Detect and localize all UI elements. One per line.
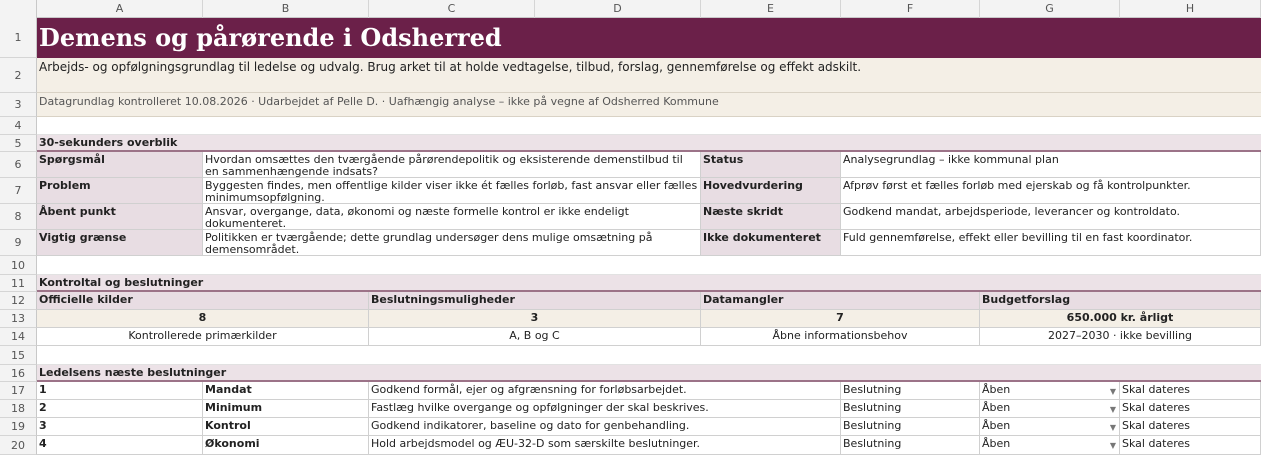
column-header-b[interactable]: B: [203, 0, 369, 18]
overview-label[interactable]: Næste skridt: [701, 204, 841, 230]
decision-description[interactable]: Godkend formål, ejer og afgrænsning for forløbsarbejdet.: [369, 382, 841, 400]
decision-status-dropdown[interactable]: Åben ▼: [980, 400, 1120, 418]
row-header[interactable]: 8: [0, 204, 37, 230]
kpi-caption[interactable]: 2027–2030 · ikke bevilling: [980, 328, 1261, 346]
overview-label[interactable]: Åbent punkt: [37, 204, 203, 230]
kpi-value[interactable]: 3: [369, 310, 701, 328]
decision-topic[interactable]: Kontrol: [203, 418, 369, 436]
overview-heading[interactable]: 30-sekunders overblik: [37, 135, 1261, 152]
row-header[interactable]: 18: [0, 400, 37, 418]
overview-label[interactable]: Status: [701, 152, 841, 178]
subtitle-cell[interactable]: Arbejds- og opfølgningsgrundlag til ledelse og udvalg. Brug arket til at holde vedtagelse, tilbud, forslag, gennemførelse og effekt adskilt.: [37, 58, 1261, 93]
decision-topic[interactable]: Økonomi: [203, 436, 369, 455]
kpi-value[interactable]: 7: [701, 310, 980, 328]
column-header-g[interactable]: G: [980, 0, 1120, 18]
column-header-bar: [0, 0, 1261, 18]
kpi-label[interactable]: Beslutningsmuligheder: [369, 292, 701, 310]
meta-cell[interactable]: Datagrundlag kontrolleret 10.08.2026 · Udarbejdet af Pelle D. · Uafhængig analyse – ikke på vegne af Odsherred Kommune: [37, 93, 1261, 117]
row-header[interactable]: 13: [0, 310, 37, 328]
decision-number[interactable]: 2: [37, 400, 203, 418]
overview-text[interactable]: Ansvar, overgange, data, økonomi og næste formelle kontrol er ikke endeligt dokumenteret.: [203, 204, 701, 230]
column-header-c[interactable]: C: [369, 0, 535, 18]
kpi-heading[interactable]: Kontroltal og beslutninger: [37, 275, 1261, 292]
overview-text[interactable]: Politikken er tværgående; dette grundlag undersøger dens mulige omsætning på demensområdet.: [203, 230, 701, 256]
overview-text[interactable]: Byggesten findes, men offentlige kilder viser ikke ét fælles forløb, fast ansvar eller fælles minimumsopfølgning.: [203, 178, 701, 204]
row-header[interactable]: 3: [0, 93, 37, 117]
decision-number[interactable]: 1: [37, 382, 203, 400]
column-header-f[interactable]: F: [841, 0, 980, 18]
decision-date[interactable]: Skal dateres: [1120, 418, 1261, 436]
overview-text[interactable]: Fuld gennemførelse, effekt eller bevilling til en fast koordinator.: [841, 230, 1261, 256]
decision-date[interactable]: Skal dateres: [1120, 382, 1261, 400]
column-header-d[interactable]: D: [535, 0, 701, 18]
row-header[interactable]: 15: [0, 346, 37, 365]
row-header[interactable]: 16: [0, 365, 37, 382]
empty-row[interactable]: [37, 117, 1261, 135]
row-header[interactable]: 11: [0, 275, 37, 292]
decision-description[interactable]: Fastlæg hvilke overgange og opfølgninger der skal beskrives.: [369, 400, 841, 418]
row-header[interactable]: 5: [0, 135, 37, 152]
decision-status-dropdown[interactable]: Åben ▼: [980, 382, 1120, 400]
row-header[interactable]: 10: [0, 256, 37, 275]
row-header[interactable]: 14: [0, 328, 37, 346]
decision-topic[interactable]: Minimum: [203, 400, 369, 418]
kpi-label[interactable]: Officielle kilder: [37, 292, 369, 310]
kpi-caption[interactable]: Åbne informationsbehov: [701, 328, 980, 346]
decision-status-dropdown[interactable]: Åben ▼: [980, 436, 1120, 455]
decision-type[interactable]: Beslutning: [841, 400, 980, 418]
overview-text[interactable]: Analysegrundlag – ikke kommunal plan: [841, 152, 1261, 178]
overview-label[interactable]: Spørgsmål: [37, 152, 203, 178]
kpi-label[interactable]: Datamangler: [701, 292, 980, 310]
row-header[interactable]: 9: [0, 230, 37, 256]
column-header-a[interactable]: A: [37, 0, 203, 18]
overview-label[interactable]: Ikke dokumenteret: [701, 230, 841, 256]
empty-row[interactable]: [37, 256, 1261, 275]
kpi-value[interactable]: 8: [37, 310, 369, 328]
decision-topic[interactable]: Mandat: [203, 382, 369, 400]
overview-text[interactable]: Godkend mandat, arbejdsperiode, leverancer og kontroldato.: [841, 204, 1261, 230]
select-all-corner[interactable]: [0, 0, 37, 18]
decision-date[interactable]: Skal dateres: [1120, 400, 1261, 418]
row-header[interactable]: 20: [0, 436, 37, 455]
decision-status-dropdown[interactable]: Åben ▼: [980, 418, 1120, 436]
row-header[interactable]: 1: [0, 18, 37, 58]
row-header[interactable]: 6: [0, 152, 37, 178]
decision-type[interactable]: Beslutning: [841, 418, 980, 436]
overview-label[interactable]: Hovedvurdering: [701, 178, 841, 204]
row-header[interactable]: 17: [0, 382, 37, 400]
page-title[interactable]: Demens og pårørende i Odsherred: [37, 18, 1261, 58]
overview-text[interactable]: Afprøv først et fælles forløb med ejerskab og få kontrolpunkter.: [841, 178, 1261, 204]
overview-label[interactable]: Problem: [37, 178, 203, 204]
decision-number[interactable]: 3: [37, 418, 203, 436]
row-header[interactable]: 4: [0, 117, 37, 135]
decision-description[interactable]: Hold arbejdsmodel og ÆU-32-D som særskilte beslutninger.: [369, 436, 841, 455]
column-header-e[interactable]: E: [701, 0, 841, 18]
decision-description[interactable]: Godkend indikatorer, baseline og dato for genbehandling.: [369, 418, 841, 436]
kpi-caption[interactable]: Kontrollerede primærkilder: [37, 328, 369, 346]
kpi-value[interactable]: 650.000 kr. årligt: [980, 310, 1261, 328]
decision-type[interactable]: Beslutning: [841, 436, 980, 455]
empty-row[interactable]: [37, 346, 1261, 365]
overview-label[interactable]: Vigtig grænse: [37, 230, 203, 256]
decision-type[interactable]: Beslutning: [841, 382, 980, 400]
row-header[interactable]: 2: [0, 58, 37, 93]
column-header-h[interactable]: H: [1120, 0, 1261, 18]
row-header[interactable]: 7: [0, 178, 37, 204]
kpi-caption[interactable]: A, B og C: [369, 328, 701, 346]
decisions-heading[interactable]: Ledelsens næste beslutninger: [37, 365, 1261, 382]
row-header[interactable]: 12: [0, 292, 37, 310]
decision-number[interactable]: 4: [37, 436, 203, 455]
decision-date[interactable]: Skal dateres: [1120, 436, 1261, 455]
overview-text[interactable]: Hvordan omsættes den tværgående pårørendepolitik og eksisterende demenstilbud til en sammenhængende indsats?: [203, 152, 701, 178]
kpi-label[interactable]: Budgetforslag: [980, 292, 1261, 310]
row-header[interactable]: 19: [0, 418, 37, 436]
